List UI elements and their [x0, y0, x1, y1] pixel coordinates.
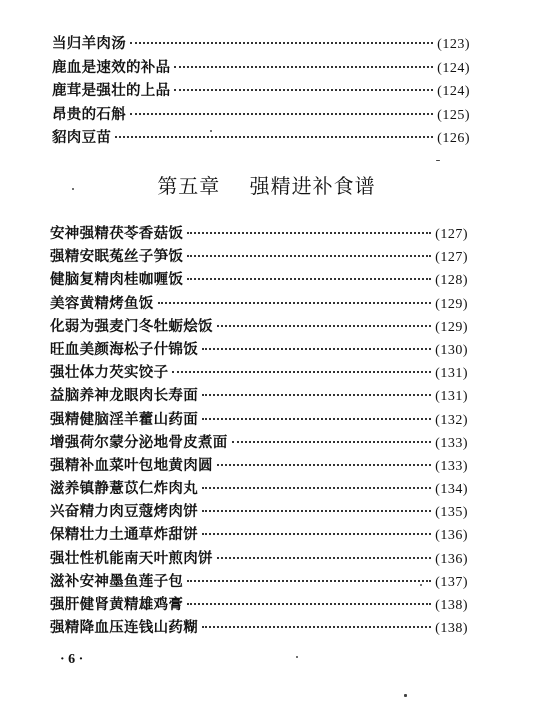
- toc-entry-page: (126): [437, 131, 470, 147]
- toc-entry[interactable]: [50, 454, 468, 477]
- toc-entry-page: (132): [435, 412, 468, 428]
- dot-leader: [202, 394, 431, 396]
- dot-leader: [130, 113, 433, 115]
- toc-entry[interactable]: [50, 547, 468, 570]
- toc-entry-title: 旺血美颜海松子什锦饭: [50, 340, 198, 358]
- toc-entry-page: (129): [435, 319, 468, 335]
- toc-entry-page: (125): [437, 107, 470, 123]
- toc-entry-title: 增强荷尔蒙分泌地骨皮煮面: [50, 433, 228, 451]
- toc-entry-page: (137): [435, 574, 468, 590]
- toc-entry-title: 貂肉豆苗: [52, 129, 112, 147]
- toc-entry[interactable]: [50, 338, 468, 361]
- dot-leader: [172, 371, 431, 373]
- toc-entry-title: 昂贵的石斛: [52, 105, 126, 123]
- toc-entry[interactable]: [50, 477, 468, 500]
- dot-leader: [115, 136, 433, 138]
- toc-entry-page: (136): [435, 528, 468, 544]
- toc-entry-page: (130): [435, 342, 468, 358]
- toc-entry-title: 滋补安神墨鱼莲子包: [50, 572, 184, 590]
- toc-entry[interactable]: [50, 268, 468, 291]
- toc-entry-page: (138): [435, 621, 468, 637]
- dot-leader: [187, 255, 431, 257]
- toc-entry-title: 兴奋精力肉豆蔻烤肉饼: [50, 503, 198, 521]
- toc-entry-page: (138): [435, 598, 468, 613]
- toc-entry-title: 鹿血是速效的补品: [52, 58, 171, 76]
- scan-speck: [72, 188, 74, 190]
- toc-entry-title: 强肝健肾黄精雄鸡膏: [50, 596, 184, 613]
- chapter-number: 第五章: [157, 174, 221, 198]
- dot-leader: [202, 510, 431, 512]
- toc-entry-page: (134): [435, 482, 468, 498]
- toc-entry[interactable]: [50, 408, 468, 431]
- dot-leader: [174, 66, 433, 68]
- toc-entry-page: (127): [435, 227, 468, 242]
- toc-entry-title: 美容黄精烤鱼饭: [50, 294, 154, 312]
- toc-entry-page: (131): [435, 366, 468, 382]
- toc-entry[interactable]: [50, 292, 468, 315]
- toc-entry-page: (124): [437, 60, 470, 76]
- toc-entry-page: (124): [437, 84, 470, 100]
- toc-entry-title: 强精健脑淫羊藿山药面: [50, 410, 198, 428]
- dot-leader: [187, 278, 431, 280]
- toc-entry-page: (127): [435, 250, 468, 266]
- toc-entry-page: (135): [435, 505, 468, 521]
- dot-leader: [187, 603, 431, 605]
- toc-entry-page: (128): [435, 273, 468, 289]
- scan-speck: [210, 130, 212, 132]
- toc-entry[interactable]: [50, 500, 468, 523]
- toc-entry[interactable]: [50, 361, 468, 384]
- toc-previous-chapter-list: [52, 32, 470, 150]
- toc-entry-title: 强精降血压连钱山药糊: [50, 619, 198, 637]
- toc-entry-title: 健脑复精肉桂咖喱饭: [50, 271, 184, 289]
- toc-entry-title: 强精安眠菟丝子笋饭: [50, 248, 184, 266]
- dot-leader: [187, 580, 431, 582]
- scan-speck: [436, 160, 440, 161]
- toc-chapter-list: [50, 222, 468, 639]
- dot-leader: [130, 42, 433, 44]
- scan-speck: [404, 694, 407, 697]
- toc-entry-title: 强壮体力芡实饺子: [50, 364, 169, 382]
- dot-leader: [202, 626, 431, 628]
- toc-entry[interactable]: [50, 523, 468, 546]
- toc-entry-title: 保精壮力土通草炸甜饼: [50, 526, 198, 544]
- toc-entry-page: (133): [435, 435, 468, 451]
- dot-leader: [202, 418, 431, 420]
- dot-leader: [174, 89, 433, 91]
- toc-entry-title: 化弱为强麦门冬牡蛎烩饭: [50, 317, 213, 335]
- chapter-title: 强精进补食谱: [249, 174, 376, 198]
- scan-speck: [296, 656, 298, 658]
- dot-leader: [217, 557, 431, 559]
- toc-entry[interactable]: [50, 245, 468, 268]
- toc-entry-title: 安神强精茯苓香菇饭: [50, 225, 184, 242]
- page-number: · 6 ·: [60, 652, 84, 667]
- toc-entry[interactable]: [52, 79, 470, 103]
- toc-entry-page: (136): [435, 551, 468, 567]
- dot-leader: [202, 533, 431, 535]
- toc-entry[interactable]: [50, 384, 468, 407]
- toc-entry[interactable]: [50, 570, 468, 593]
- dot-leader: [232, 441, 432, 443]
- toc-entry-page: (129): [435, 296, 468, 312]
- dot-leader: [202, 487, 431, 489]
- toc-entry[interactable]: [50, 616, 468, 639]
- toc-entry-title: 益脑养神龙眼肉长寿面: [50, 387, 198, 405]
- toc-entry-title: 鹿茸是强壮的上品: [52, 82, 171, 100]
- toc-entry[interactable]: [52, 32, 470, 56]
- toc-entry[interactable]: [50, 431, 468, 454]
- toc-entry-title: 当归羊肉汤: [52, 35, 126, 52]
- scan-speck: [420, 584, 422, 586]
- toc-entry-title: 滋养镇静薏苡仁炸肉丸: [50, 480, 198, 498]
- toc-entry-page: (131): [435, 389, 468, 405]
- dot-leader: [202, 348, 431, 350]
- toc-entry-page: (133): [435, 458, 468, 474]
- dot-leader: [187, 232, 431, 234]
- dot-leader: [217, 325, 431, 327]
- toc-entry[interactable]: [50, 222, 468, 245]
- toc-entry[interactable]: [50, 593, 468, 616]
- dot-leader: [158, 302, 432, 304]
- toc-entry-title: 强壮性机能南天叶煎肉饼: [50, 549, 213, 567]
- toc-entry[interactable]: [52, 103, 470, 127]
- chapter-heading: [0, 170, 533, 199]
- toc-entry[interactable]: [52, 126, 470, 150]
- toc-entry[interactable]: [50, 315, 468, 338]
- toc-entry-title: 强精补血菜叶包地黄肉圆: [50, 456, 213, 474]
- dot-leader: [217, 464, 431, 466]
- toc-entry-page: (123): [437, 37, 470, 52]
- toc-entry[interactable]: [52, 56, 470, 80]
